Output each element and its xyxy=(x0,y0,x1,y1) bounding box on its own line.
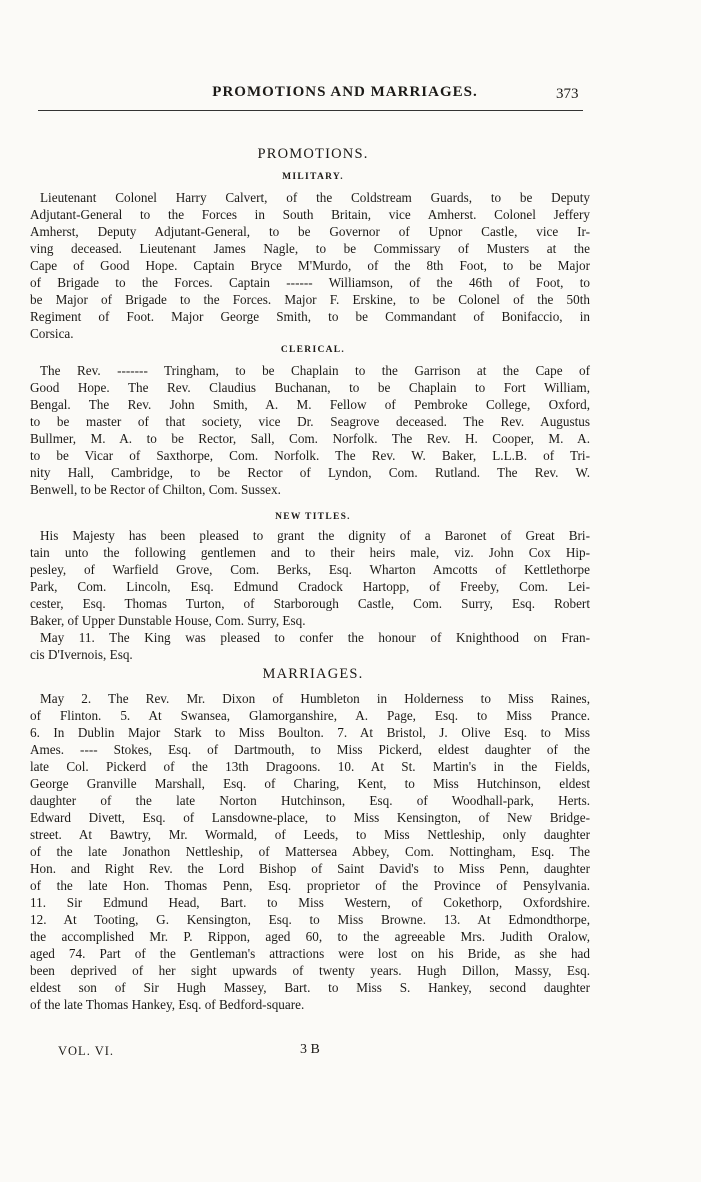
marriages-line: daughter of the late Norton Hutchinson, Esq. of Woodhall-park, Herts. xyxy=(30,793,590,808)
marriages-line: of the late Hon. Thomas Penn, Esq. proprietor of the Province of Pensylvania. xyxy=(30,878,590,893)
new-titles-line: His Majesty has been pleased to grant the dignity of a Baronet of Great Bri- xyxy=(40,528,590,543)
header-rule xyxy=(38,110,583,111)
marriages-line: the accomplished Mr. P. Rippon, aged 60, to the agreeable Mrs. Judith Oralow, xyxy=(30,929,590,944)
marriages-line: Edward Divett, Esq. of Lansdowne-place, to Miss Kensington, of New Bridge- xyxy=(30,810,590,825)
military-line: Corsica. xyxy=(30,326,74,341)
signature-mark: 3 B xyxy=(300,1042,320,1057)
marriages-line: 6. In Dublin Major Stark to Miss Boulton. 7. At Bristol, J. Olive Esq. to Miss xyxy=(30,725,590,740)
running-head: PROMOTIONS AND MARRIAGES. xyxy=(212,84,478,100)
marriages-line: eldest son of Sir Hugh Massey, Bart. to Miss S. Hankey, second daughter xyxy=(30,980,590,995)
military-line: of Brigade to the Forces. Captain ------ Williamson, of the 46th of Foot, to xyxy=(30,275,590,290)
clerical-heading: CLERICAL. xyxy=(280,345,346,355)
marriages-title: MARRIAGES. xyxy=(262,666,364,682)
marriages-line: of Flinton. 5. At Swansea, Glamorganshire, A. Page, Esq. to Miss Prance. xyxy=(30,708,590,723)
military-line: Regiment of Foot. Major George Smith, to be Commandant of Bonifaccio, in xyxy=(30,309,590,324)
military-line: Cape of Good Hope. Captain Bryce M'Murdo, of the 8th Foot, to be Major xyxy=(30,258,590,273)
new-titles-line: May 11. The King was pleased to confer the honour of Knighthood on Fran- xyxy=(40,630,590,645)
military-line: ving deceased. Lieutenant James Nagle, to be Commissary of Musters at the xyxy=(30,241,590,256)
new-titles-line: cester, Esq. Thomas Turton, of Starborough Castle, Com. Surry, Esq. Robert xyxy=(30,596,590,611)
new-titles-line: Park, Com. Lincoln, Esq. Edmund Cradock Hartopp, of Freeby, Com. Lei- xyxy=(30,579,590,594)
marriages-line: George Granville Marshall, Esq. of Charing, Kent, to Miss Hutchinson, eldest xyxy=(30,776,590,791)
marriages-line: late Col. Pickerd of the 13th Dragoons. 10. At St. Martin's in the Fields, xyxy=(30,759,590,774)
marriages-line: May 2. The Rev. Mr. Dixon of Humbleton in Holderness to Miss Raines, xyxy=(40,691,590,706)
clerical-line: Bullmer, M. A. to be Rector, Sall, Com. Norfolk. The Rev. H. Cooper, M. A. xyxy=(30,431,590,446)
clerical-line: Bengal. The Rev. John Smith, A. M. Fellow of Pembroke College, Oxford, xyxy=(30,397,590,412)
marriages-line: street. At Bawtry, Mr. Wormald, of Leeds, to Miss Nettleship, only daughter xyxy=(30,827,590,842)
marriages-line: 11. Sir Edmund Head, Bart. to Miss Western, of Cokethorp, Oxfordshire. xyxy=(30,895,590,910)
marriages-line: been deprived of her sight upwards of twenty years. Hugh Dillon, Massy, Esq. xyxy=(30,963,590,978)
marriages-line: Ames. ---- Stokes, Esq. of Dartmouth, to Miss Pickerd, eldest daughter of the xyxy=(30,742,590,757)
marriages-line: of the late Thomas Hankey, Esq. of Bedford-square. xyxy=(30,997,305,1012)
marriages-line: of the late Jonathon Nettleship, of Mattersea Abbey, Com. Nottingham, Esq. The xyxy=(30,844,590,859)
military-line: Adjutant-General to the Forces in South Britain, vice Amherst. Colonel Jeffery xyxy=(30,207,590,222)
military-heading: MILITARY. xyxy=(282,172,344,182)
clerical-paragraph xyxy=(30,362,590,498)
clerical-line: nity Hall, Cambridge, to be Rector of Lyndon, Com. Rutland. The Rev. W. xyxy=(30,465,590,480)
clerical-line: Good Hope. The Rev. Claudius Buchanan, to be Chaplain to Fort William, xyxy=(30,380,590,395)
military-paragraph xyxy=(30,189,590,342)
new-titles-paragraph xyxy=(30,527,590,663)
volume-label: VOL. VI. xyxy=(58,1044,115,1058)
new-titles-line: Baker, of Upper Dunstable House, Com. Surry, Esq. xyxy=(30,613,306,628)
clerical-line: Benwell, to be Rector of Chilton, Com. Sussex. xyxy=(30,482,281,497)
promotions-title: PROMOTIONS. xyxy=(257,146,369,162)
clerical-line: The Rev. ------- Tringham, to be Chaplain to the Garrison at the Cape of xyxy=(40,363,590,378)
page-number: 373 xyxy=(556,86,579,102)
marriages-paragraph xyxy=(30,690,590,1013)
marriages-line: Hon. and Right Rev. the Lord Bishop of Saint David's to Miss Penn, daughter xyxy=(30,861,590,876)
clerical-line: to be master of that society, vice Dr. Seagrove deceased. The Rev. Augustus xyxy=(30,414,590,429)
new-titles-heading: NEW TITLES. xyxy=(275,512,351,522)
new-titles-line: tain unto the following gentlemen and to their heirs male, viz. John Cox Hip- xyxy=(30,545,590,560)
marriages-line: 12. At Tooting, G. Kensington, Esq. to Miss Browne. 13. At Edmondthorpe, xyxy=(30,912,590,927)
marriages-line: aged 74. Part of the Gentleman's attractions were lost on his Bride, as she had xyxy=(30,946,590,961)
military-line: Amherst, Deputy Adjutant-General, to be Governor of Upnor Castle, vice Ir- xyxy=(30,224,590,239)
military-line: be Major of Brigade to the Forces. Major F. Erskine, to be Colonel of the 50th xyxy=(30,292,590,307)
military-line: Lieutenant Colonel Harry Calvert, of the Coldstream Guards, to be Deputy xyxy=(40,190,590,205)
new-titles-line: cis D'Ivernois, Esq. xyxy=(30,647,133,662)
clerical-line: to be Vicar of Saxthorpe, Com. Norfolk. The Rev. W. Baker, L.L.B. of Tri- xyxy=(30,448,590,463)
new-titles-line: pesley, of Warfield Grove, Com. Berks, Esq. Wharton Amcotts of Kettlethorpe xyxy=(30,562,590,577)
